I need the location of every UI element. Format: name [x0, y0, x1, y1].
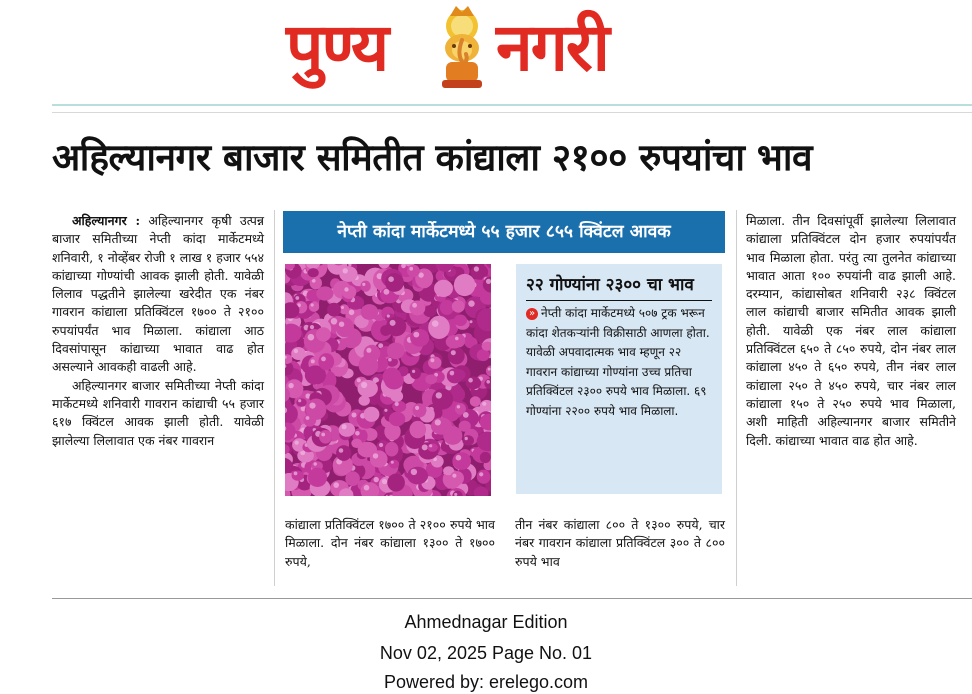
footer-divider [52, 598, 972, 599]
footer-powered-by[interactable]: Powered by: erelego.com [383, 672, 589, 692]
column-divider [274, 210, 275, 586]
article-paragraph: अहिल्यानगर बाजार समितीच्या नेप्ती कांदा मार्केटमध्ये शनिवारी गावरान कांद्याची ५५ हजार ६१७ क्विंटल आवक झाली होती. यावेळी झालेल्या लिलावात एक नंबर गावरान [52, 377, 264, 448]
info-box-text: नेप्ती कांदा मार्केटमध्ये ५०७ ट्रक भरून कांदा शेतकऱ्यांनी विक्रीसाठी आणला होता. यावेळी अपवादात्मक भाव म्हणून २२ गावरान कांद्याच्या गोण्यांना उच्च प्रतिचा प्रतिक्विंटल २३०० रुपये भाव मिळाला. ६९ गोण्यांना २२०० रुपये भाव मिळाला. [526, 306, 710, 418]
article-dateline: अहिल्यानगर : [72, 213, 141, 228]
masthead [0, 0, 972, 104]
article-paragraph: मिळाला. तीन दिवसांपूर्वी झालेल्या लिलावात कांद्याला प्रतिक्विंटल दोन हजार रुपयांपर्यंत भाव मिळाला होता. परंतु त्या तुलनेत कांद्याच्या भावात आता १०० रुपयांनी वाढ झाली आहे. दरम्यान, कांद्यासोबत शनिवारी २३८ क्विंटल लाल कांद्याची बाजार समितीत आवक झाली होती. यावेळी एक नंबर लाल कांद्याला प्रतिक्विंटल ६५० ते ८५० रुपये, दोन नंबर लाल कांद्याला ४५० ते ६५० रुपये, तीन नंबर लाल कांद्याला २५० ते ४५० रुपये, चार नंबर लाल कांद्याला १५० ते २५० रुपये भाव मिळाला, अशी माहिती अहिल्यानगर बाजार समितीने दिली. कांद्याच्या भावात वाढ होत आहे. [746, 213, 956, 448]
info-box-divider [526, 300, 712, 301]
masthead-divider [52, 104, 972, 106]
footer-edition: Ahmednagar Edition [404, 612, 568, 632]
info-box-title: २२ गोण्यांना २३०० चा भाव [526, 275, 694, 295]
column-divider [736, 210, 737, 586]
article-column-1 [52, 212, 264, 450]
article-paragraph-text: अहिल्यानगर कृषी उत्पन्न बाजार समितीच्या नेप्ती कांदा मार्केटमध्ये शनिवारी, १ नोव्हेंबर रोजी १ लाख १ हजार ५५४ कांद्याच्या गोण्यांची आवक झाली होती. यावेळी लिलाव पद्धतीने झालेल्या खरेदीत एक नंबर गावरान कांद्याला प्रतिक्विंटल १७०० ते २१०० रुपयांपर्यंत भाव मिळाला. कांद्याला आठ दिवसांपासून कांद्याच्या भावात वाढ होत असल्याने आवकही वाढली आहे. [52, 213, 264, 375]
chevron-circle-icon: » [526, 308, 538, 320]
info-box [516, 264, 722, 494]
article-column-2 [285, 516, 495, 571]
masthead-divider-thin [52, 112, 972, 113]
article-column-4 [746, 212, 956, 450]
article-paragraph [52, 212, 264, 377]
footer-date-page: Nov 02, 2025 Page No. 01 [379, 643, 593, 663]
onion-pile-photo [285, 264, 491, 496]
article-paragraph: तीन नंबर कांद्याला ८०० ते १३०० रुपये, चार नंबर गावरान कांद्याला प्रतिक्विंटल ३०० ते ८०० रुपये भाव [515, 517, 725, 569]
info-box-body [526, 304, 716, 421]
article-column-3 [515, 516, 725, 571]
logo-text-right: नगरी [496, 9, 608, 86]
article-paragraph: कांद्याला प्रतिक्विंटल १७०० ते २१०० रुपये भाव मिळाला. दोन नंबर कांद्याला १३०० ते १७०० रुपये, [285, 517, 495, 569]
article-headline: अहिल्यानगर बाजार समितीत कांद्याला २१०० रुपयांचा भाव [52, 136, 813, 179]
ganesha-emblem-icon [432, 4, 492, 92]
logo-text-left: पुण्य [286, 9, 388, 86]
subhead-banner: नेप्ती कांदा मार्केटमध्ये ५५ हजार ८५५ क्विंटल आवक [283, 211, 725, 253]
